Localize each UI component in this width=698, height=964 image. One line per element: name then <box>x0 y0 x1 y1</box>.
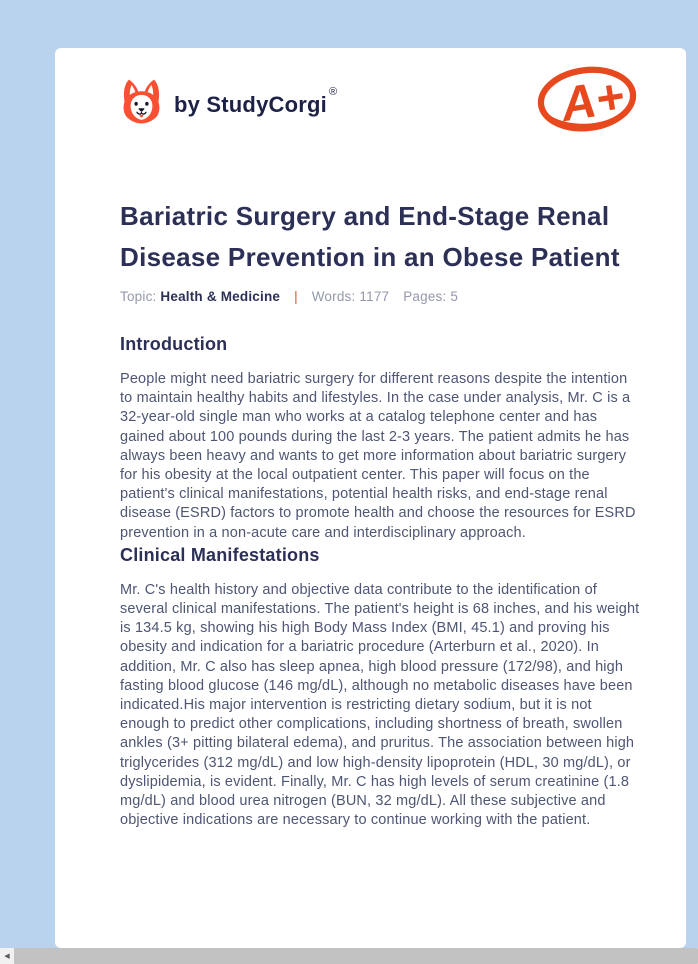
horizontal-scrollbar-thumb[interactable] <box>14 948 698 964</box>
meta-divider: | <box>294 289 298 304</box>
section-body-introduction: People might need bariatric surgery for different reasons despite the intention to maintain healthy habits and lifestyles. In the case under analysis, Mr. C is a 32-year-old single man who works at a catalog telephone center and has gained about 100 pounds during the last 2-3 years. The patient admits he has always been heavy and wants to get more information about bariatric surgery for his obesity at the local outpatient center. This paper will focus on the patient's clinical manifestations, potential health risks, and end-stage renal disease (ESRD) factors to promote health and choose the resources for ESRD prevention in a non-acute care and interdisciplinary approach. <box>120 371 636 541</box>
svg-text:A+: A+ <box>557 68 628 133</box>
a-plus-grade-badge-icon <box>534 62 640 145</box>
corgi-logo-icon <box>120 78 163 131</box>
document-header <box>120 62 640 154</box>
topic-label: Topic: <box>120 289 157 304</box>
horizontal-scrollbar[interactable] <box>0 948 698 964</box>
scroll-left-arrow-button[interactable]: ◀ <box>0 948 14 964</box>
essay-meta-row <box>120 289 640 304</box>
studycorgi-brand-link[interactable] <box>120 78 338 131</box>
pages-value: 5 <box>450 289 459 304</box>
essay-title: Bariatric Surgery and End-Stage Renal Disease Prevention in an Obese Patient <box>120 201 620 272</box>
pages-label: Pages: <box>403 289 447 304</box>
words-value: 1177 <box>359 289 390 304</box>
section-heading-introduction: Introduction <box>120 334 228 354</box>
section-body-clinical-manifestations: Mr. C's health history and objective data contribute to the identification of several clinical manifestations. The patient's height is 68 inches, and his weight is 134.5 kg, showing his high Body Mass Index (BMI, 45.1) and proving his obesity and indication for a bariatric procedure (Arterburn et al., 2020). In addition, Mr. C also has sleep apnea, high blood pressure (172/98), and high fasting blood glucose (146 mg/dL), although no metabolic diseases have been indicated.His major intervention is restricting dietary sodium, but it is not enough to predict other complications, including shortness of breath, swollen ankles (3+ pitting bilateral edema), and pruritus. The association between high triglycerides (312 mg/dL) and low high-density lipoprotein (HDL, 30 mg/dL), or dyslipidemia, is evident. Finally, Mr. C has high levels of serum creatinine (1.8 mg/dL) and blood urea nitrogen (BUN, 32 mg/dL). All these subjective and objective indications are necessary to continue working with the patient. <box>120 581 640 829</box>
registered-trademark: ® <box>328 86 338 99</box>
words-label: Words: <box>311 289 356 304</box>
topic-link[interactable]: Health & Medicine <box>160 289 281 304</box>
section-heading-clinical-manifestations: Clinical Manifestations <box>120 544 320 565</box>
document-card <box>55 48 686 948</box>
brand-name-label: by StudyCorgi ® <box>174 86 338 117</box>
